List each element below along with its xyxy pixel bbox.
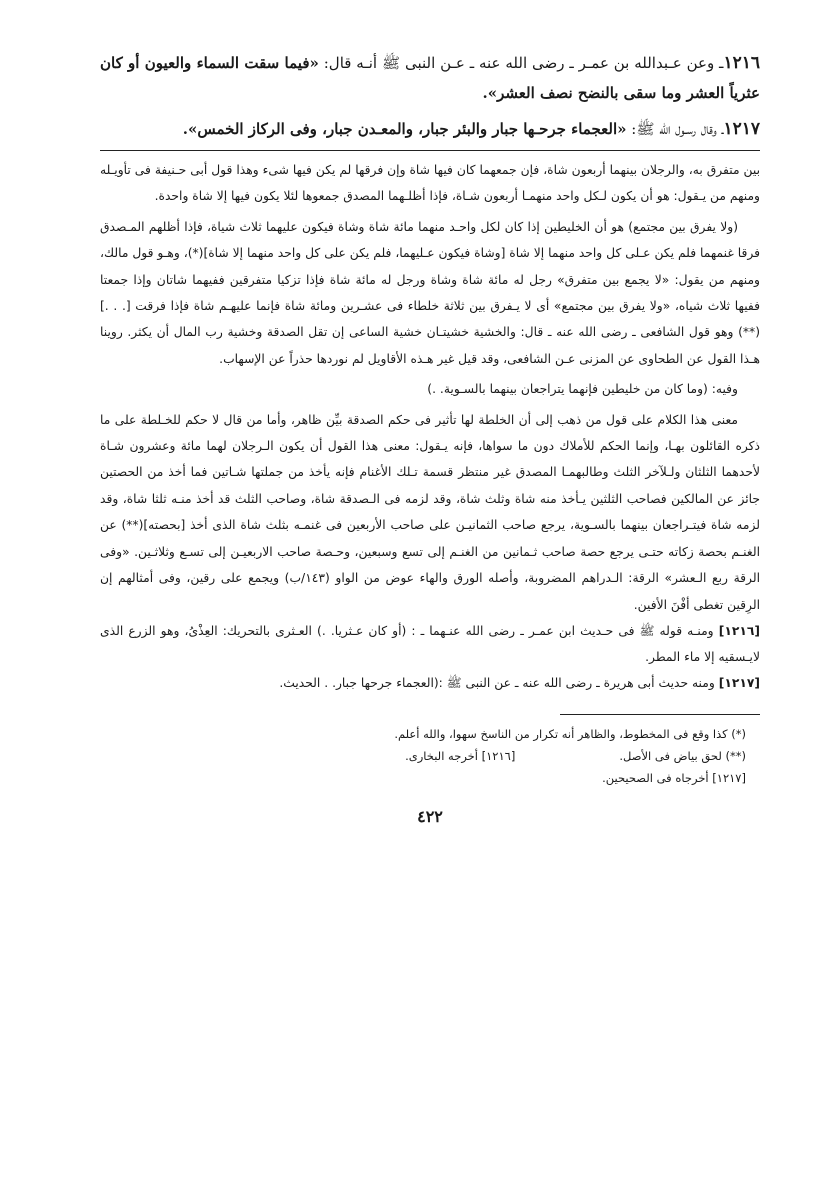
page-number: ٤٢٢ <box>417 806 443 826</box>
commentary-paragraph: معنى هذا الكلام على قول من ذهب إلى أن الخلطة لها تأثير فى حكم الصدقة بيِّن ظاهر، وأما من قال لا حكم للخـلطة على ما ذكره القائلون بهـا، وإنما الحكم للأملاك دون ما سواها، فإنه يـقول: معنى هذا القول أن يكون الـرجلان لهما مائة وعشرون شـاة لأحدهما الثلثان ولـلآخر الثلث وطالبهمـا المصدق غير منتظر قسمة تـلك الأغنام فإنه يأخذ من جملتها شـاتين فما أخذ من الحصتين جائز عن المالكين فصاحب الثلثين يـأخذ منه شاة وثلث شاة، وقد لزمه فى الـصدقة شاة، وصاحب الثلث قد أخذ منـه ثلثا شاة، وقد لزمه شاة فيتـراجعان بينهما بالسـوية، يرجع صاحب الثمانيـن على صاحب الأربعين فى غنمـه بثلث شاة الذى أخذ [بحصته](**) عن الغنـم بحصة زكاته حتـى يرجع حصة صاحب ثـمانين من الغنـم إلى تسع وسبعين، وحـصة صاحب الاربعيـن إلى تسـع وثلاثـين. «وفى الرقة ربع الـعشر» الرقة: الـدراهم المضروبة، وأصله الورق والهاء عوض من الواو (١٤٣/ب) ويجمع على رقين، وفى أمثالهم إن الرِقين تغطى أفْنَ الأفين. <box>100 412 760 612</box>
section-divider <box>100 150 760 151</box>
source-ref: [١٢١٧] <box>718 675 760 690</box>
hadith-quote: «العجماء جرحـها جبار والبئر جبار، والمعـدن جبار، وفى الركاز الخمس». <box>182 120 627 138</box>
hadith-text: وقال رسـول الله ﷺ: <box>631 120 717 138</box>
source-text: ومنـه قوله ﷺ فى حـديث ابن عمـر ـ رضى الله عنـهما ـ : (أو كان عـثريا. .) العـثرى بالتحريك: العِذْىُ، وهو الزرع الذى لايـسقيه إلا ماء المطر. <box>100 623 760 664</box>
commentary-paragraph: بين متفرق به، والرجلان بينهما أربعون شاة، فإن جمعهما كان فيها شاة وإن فرقها لم يكن فيها شىء وهذا قول أبى حـنيفة فى تأويـله ومنهم من يـقول: هو أن يكون لـكل واحد منهمـا أربعون شـاة، فإذا أظلـهما المصدق جمعوها لئلا يكون فيها إلا شاة واحدة. <box>100 163 760 204</box>
footnote-divider <box>560 714 760 715</box>
book-page <box>100 48 760 826</box>
source-text: ومنه حديث أبى هريرة ـ رضى الله عنه ـ عن النبى ﷺ :(العجماء جرحها جبار. . الحديث. <box>279 675 715 690</box>
source-notes <box>100 618 760 696</box>
commentary-paragraph: وفيه: (وما كان من خليطين فإنهما يتراجعان بينهما بالسـوية. .) <box>427 382 738 397</box>
source-note-1217 <box>100 670 760 696</box>
hadith-number: ١٢١٦ <box>723 53 760 73</box>
hadith-1216: ١٢١٦ـ وعن عـبدالله بن عمـر ـ رضى الله عنه ـ عـن النبى ﷺ أنـه قال: «فيما سقت السماء والعيون أو كان عثرياً العشر وما سقى بالنضح نصف العشر». <box>100 53 760 102</box>
source-ref: [١٢١٦] <box>718 623 760 638</box>
footnote-2: (**) لحق بياض فى الأصل. <box>619 748 746 763</box>
hadith-quote: «فيما سقت السماء والعيون أو كان عثرياً العشر وما سقى بالنضح نصف العشر». <box>100 54 760 102</box>
footnote-3: [١٢١٦] أخرجه البخارى. <box>405 748 516 763</box>
hadith-text: وعن عـبدالله بن عمـر ـ رضى الله عنه ـ عـن النبى ﷺ أنـه قال: <box>323 54 715 72</box>
hadith-1217: ١٢١٧ـ وقال رسـول الله ﷺ: «العجماء جرحـها جبار والبئر جبار، والمعـدن جبار، وفى الركاز الخمس». <box>182 119 760 139</box>
footnote-row <box>100 745 760 767</box>
footnote-1: (*) كذا وقع فى المخطوط، والظاهر أنه تكرار من الناسخ سهوا، والله أعلم. <box>394 726 746 741</box>
hadith-number: ١٢١٧ <box>723 119 760 139</box>
source-note-1216 <box>100 618 760 670</box>
footnote-4: [١٢١٧] أخرجاه فى الصحيحين. <box>602 770 746 785</box>
footnotes <box>100 723 760 789</box>
commentary-paragraph: (ولا يفرق بين مجتمع) هو أن الخليطين إذا كان لكل واحـد منهما مائة شاة وشاة فيكون عليهما ثلاث شياة، فإذا أظلهم المـصدق فرقا غنمهما فلم يكن عـلى كل واحد منهما إلا شاة [وشاة فيكون عـليهما، فلم يكن على كل واحد منهما إلا شاة](*)، وهـو قول مالك، ومنهم من يقول: «لا يجمع بين متفرق» رجل له مائة شاة وشاة ورجل له مائة شاة فإذا تزكيا متفرقين ففيهما شاتان وإذا جمعتا ففيها ثلاث شياه، «ولا يفرق بين مجتمع» أى لا يـفرق بين ثلاثة خلطاء فى عشـرين ومائة شاة فإنما عليهـم شاة فإذا فرقت [. . .](**) وهو قول الشافعى ـ رضى الله عنه ـ قال: والخشية خشيتـان خشية الساعى إن تقل الصدقة وخشية رب المال أن يكثر. روينا هـذا القول عن الطحاوى عن المزنى عـن الشافعى، وقد قيل غير هـذه الأقاويل لم نوردها حذراً عن الإسهاب. <box>100 219 760 366</box>
commentary <box>100 157 760 618</box>
